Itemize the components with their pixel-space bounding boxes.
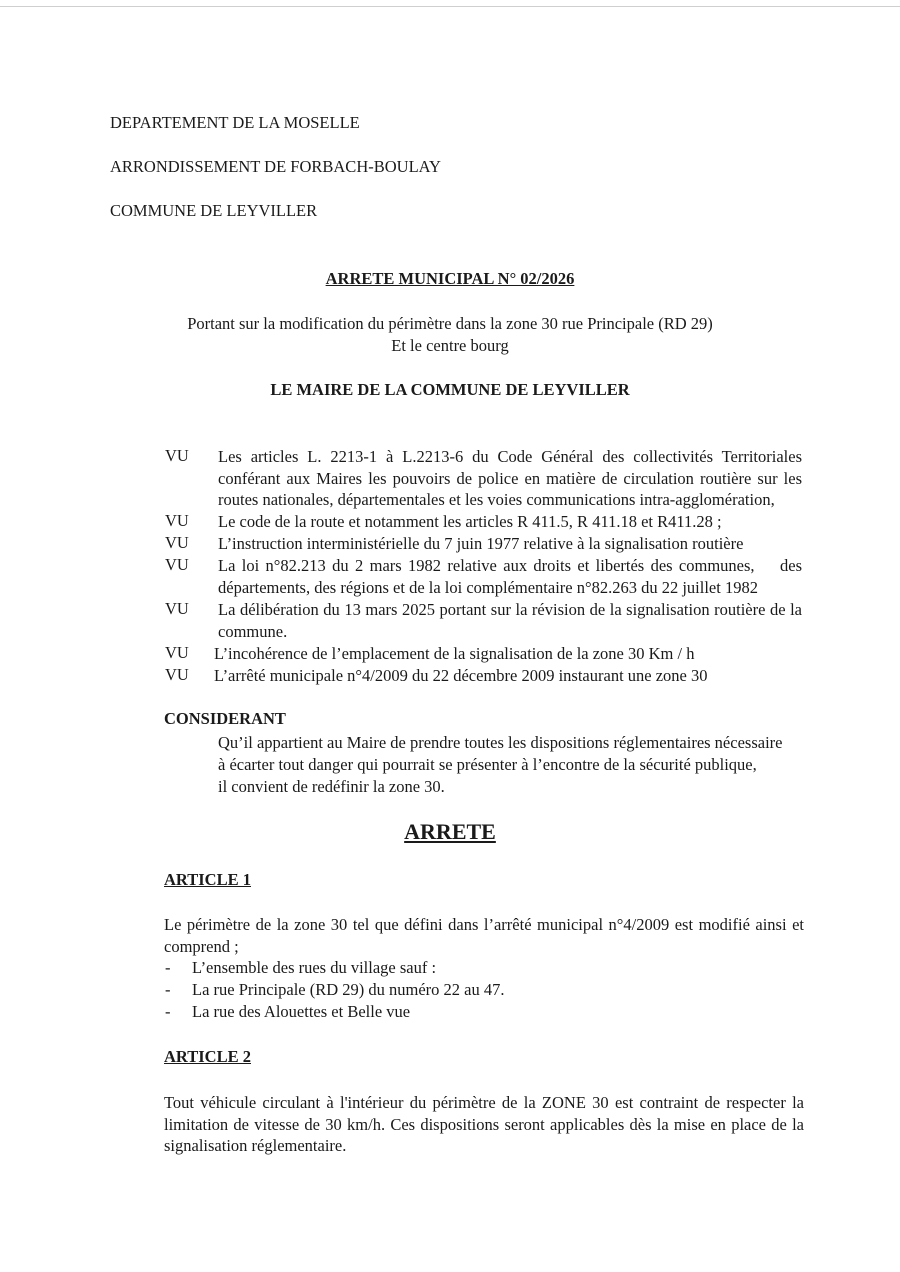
vu-label: VU: [165, 511, 189, 530]
scan-edge-line: [0, 6, 900, 7]
article-1-intro: Le périmètre de la zone 30 tel que défini dans l’arrêté municipal n°4/2009 est modifié ainsi et comprend ;: [164, 915, 804, 956]
considerant-line-1: Qu’il appartient au Maire de prendre toutes les dispositions réglementaires nécessaire: [218, 733, 783, 752]
vu-label: VU: [165, 599, 189, 618]
vu-label: VU: [165, 643, 189, 662]
vu-text: L’incohérence de l’emplacement de la signalisation de la zone 30 Km / h: [214, 644, 695, 663]
list-item: La rue des Alouettes et Belle vue: [192, 1002, 411, 1021]
commune-line: COMMUNE DE LEYVILLER: [110, 201, 318, 220]
vu-label: VU: [165, 446, 189, 465]
considerant-line-3: il convient de redéfinir la zone 30.: [218, 777, 445, 796]
list-bullet: -: [165, 958, 171, 977]
arrete-heading-text: ARRETE: [404, 819, 496, 844]
vu-text: Les articles L. 2213-1 à L.2213-6 du Code Général des collectivités Territoriales conférant aux Maires les pouvoirs de police en matière de circulation routière sur les routes nationales, départementales et les voies communications intra-agglomération,: [218, 447, 802, 509]
arrete-heading: [0, 819, 900, 845]
article-2-heading: ARTICLE 2: [164, 1047, 251, 1066]
vu-label: VU: [165, 533, 189, 552]
arrondissement-line: ARRONDISSEMENT DE FORBACH-BOULAY: [110, 157, 441, 176]
list-bullet: -: [165, 1002, 171, 1021]
decree-title: [0, 269, 900, 289]
considerant-heading: CONSIDERANT: [164, 709, 286, 728]
decree-subject-line-2: Et le centre bourg: [391, 336, 509, 355]
authority-heading: LE MAIRE DE LA COMMUNE DE LEYVILLER: [270, 380, 630, 399]
decree-subject-line-1: Portant sur la modification du périmètre dans la zone 30 rue Principale (RD 29): [187, 314, 713, 333]
considerant-line-2: à écarter tout danger qui pourrait se présenter à l’encontre de la sécurité publique,: [218, 755, 757, 774]
department-line: DEPARTEMENT DE LA MOSELLE: [110, 113, 360, 132]
list-item: L’ensemble des rues du village sauf :: [192, 958, 437, 977]
article-2-text: Tout véhicule circulant à l'intérieur du périmètre de la ZONE 30 est contraint de respecter la limitation de vitesse de 30 km/h. Ces dispositions seront applicables dès la mise en place de la signalisation réglementaire.: [164, 1093, 804, 1155]
vu-text: La loi n°82.213 du 2 mars 1982 relative aux droits et libertés des communes, des départements, des régions et de la loi complémentaire n°82.263 du 22 juillet 1982: [218, 556, 807, 597]
vu-text: L’instruction interministérielle du 7 juin 1977 relative à la signalisation routière: [218, 534, 744, 553]
vu-label: VU: [165, 665, 189, 684]
vu-text: La délibération du 13 mars 2025 portant sur la révision de la signalisation routière de la commune.: [218, 600, 802, 641]
decree-title-text: ARRETE MUNICIPAL N° 02/2026: [325, 269, 575, 288]
list-item: La rue Principale (RD 29) du numéro 22 au 47.: [192, 980, 505, 999]
article-1-heading: ARTICLE 1: [164, 870, 251, 889]
vu-text: L’arrêté municipale n°4/2009 du 22 décembre 2009 instaurant une zone 30: [214, 666, 708, 685]
vu-label: VU: [165, 555, 189, 574]
vu-text: Le code de la route et notamment les articles R 411.5, R 411.18 et R411.28 ;: [218, 512, 722, 531]
list-bullet: -: [165, 980, 171, 999]
